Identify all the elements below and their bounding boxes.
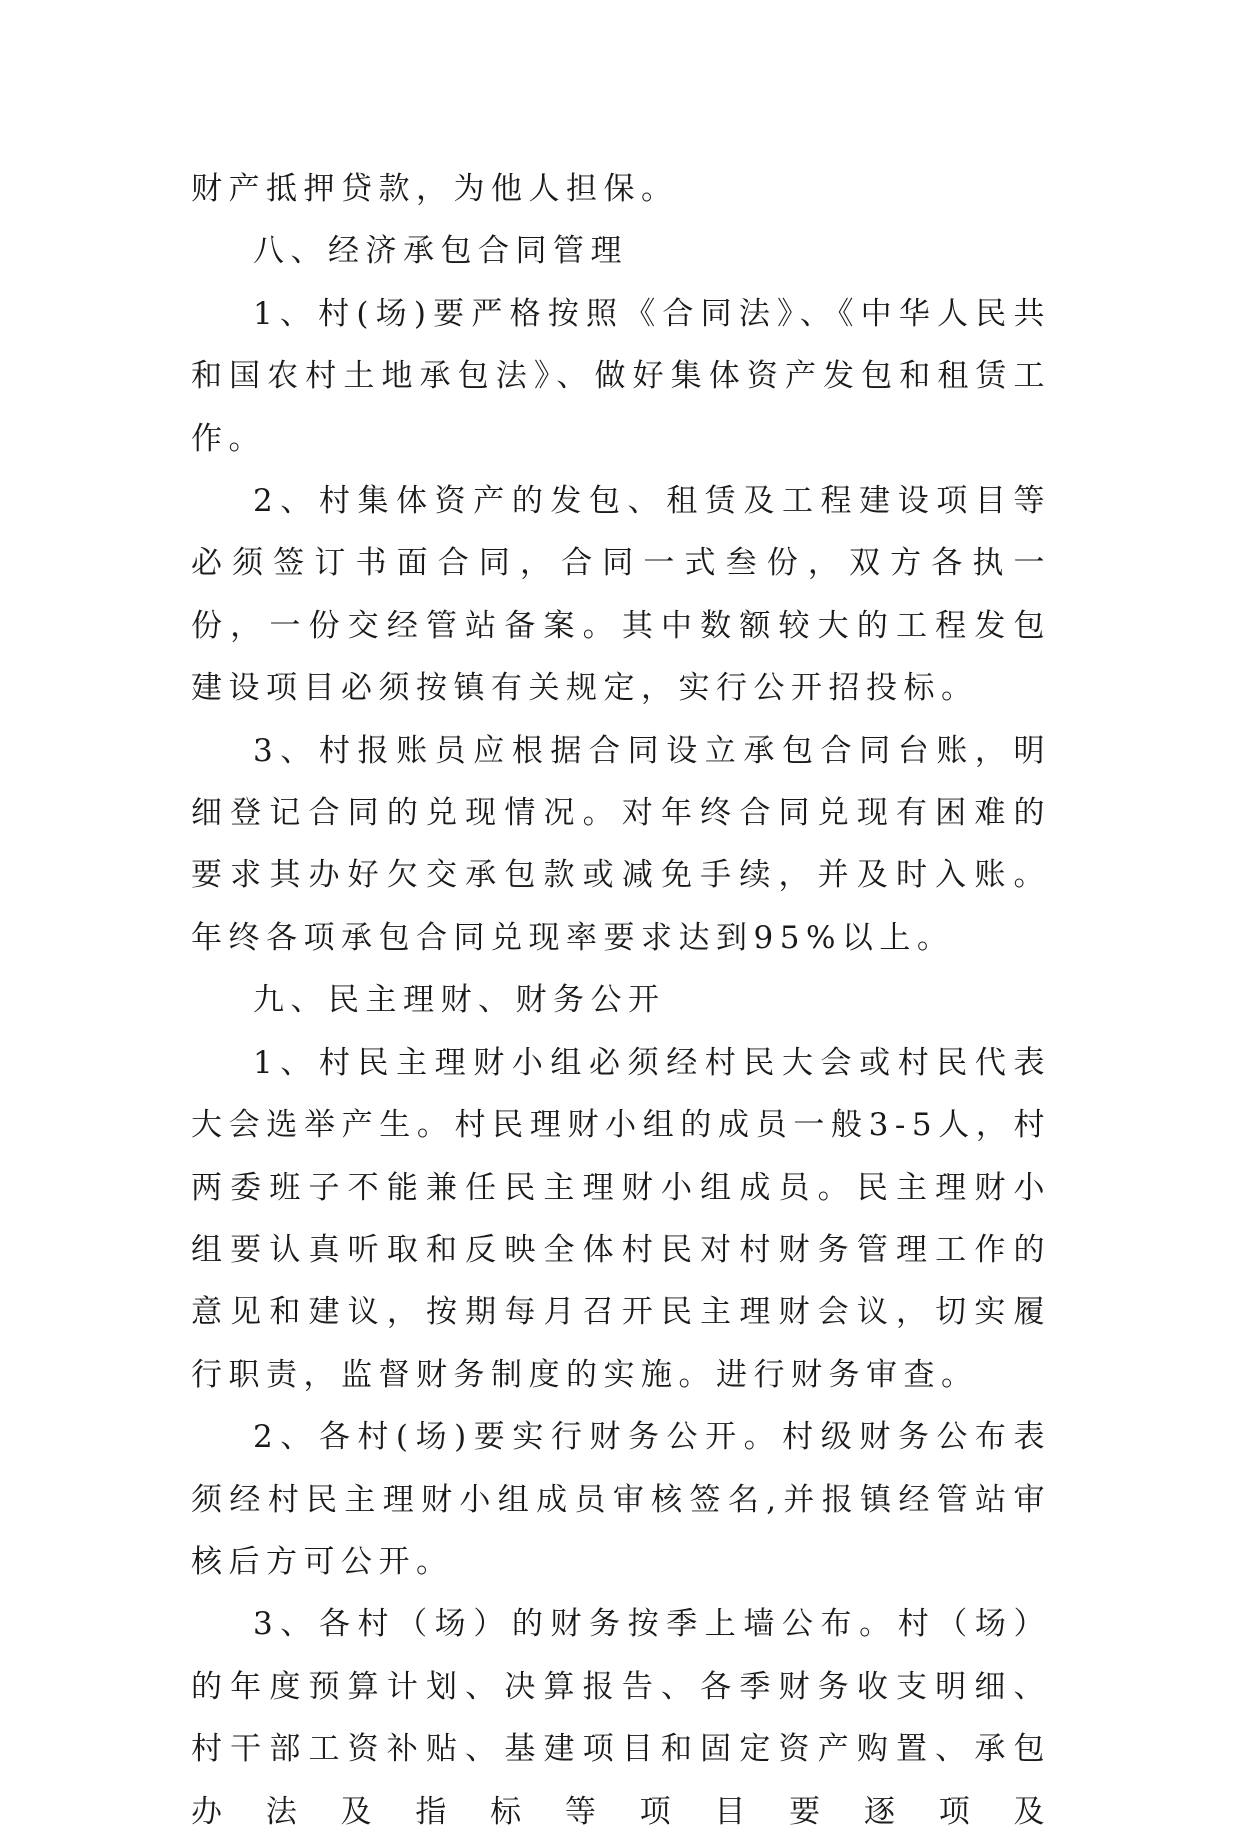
section-heading-contract-management: 八、经济承包合同管理 [253, 233, 628, 270]
paragraph-finance-item-1: 1、村民主理财小组必须经村民大会或村民代表大会选举产生。村民理财小组的成员一般3-5人，村两委班子不能兼任民主理财小组成员。民主理财小组要认真听取和反映全体村民对村财务管理工作的意见和建议，按期每月召开民主理财会议，切实履行职责，监督财务制度的实施。进行财务审查。 [191, 1044, 1051, 1393]
paragraph-continuation: 财产抵押贷款，为他人担保。 [191, 171, 679, 207]
paragraph-finance-item-3: 3、各村（场）的财务按季上墙公布。村（场）的年度预算计划、决算报告、各季财务收支明细、村干部工资补贴、基建项目和固定资产购置、承包办法及指标等项目要逐项及 [191, 1606, 1051, 1830]
paragraph-contract-item-3: 3、村报账员应根据合同设立承包合同台账，明细登记合同的兑现情况。对年终合同兑现有困难的要求其办好欠交承包款或减免手续，并及时入账。年终各项承包合同兑现率要求达到95%以上。 [191, 732, 1051, 956]
section-heading-democratic-finance: 九、民主理财、财务公开 [253, 982, 666, 1019]
paragraph-contract-item-2: 2、村集体资产的发包、租赁及工程建设项目等必须签订书面合同，合同一式叁份，双方各执一份，一份交经管站备案。其中数额较大的工程发包建设项目必须按镇有关规定，实行公开招投标。 [191, 483, 1051, 707]
document-body [191, 158, 1051, 1843]
paragraph-contract-item-1: 1、村(场)要严格按照《合同法》、《中华人民共和国农村土地承包法》、做好集体资产发包和租赁工作。 [191, 295, 1051, 457]
paragraph-finance-item-2: 2、各村(场)要实行财务公开。村级财务公布表须经村民主理财小组成员审核签名,并报镇经管站审核后方可公开。 [191, 1419, 1051, 1580]
